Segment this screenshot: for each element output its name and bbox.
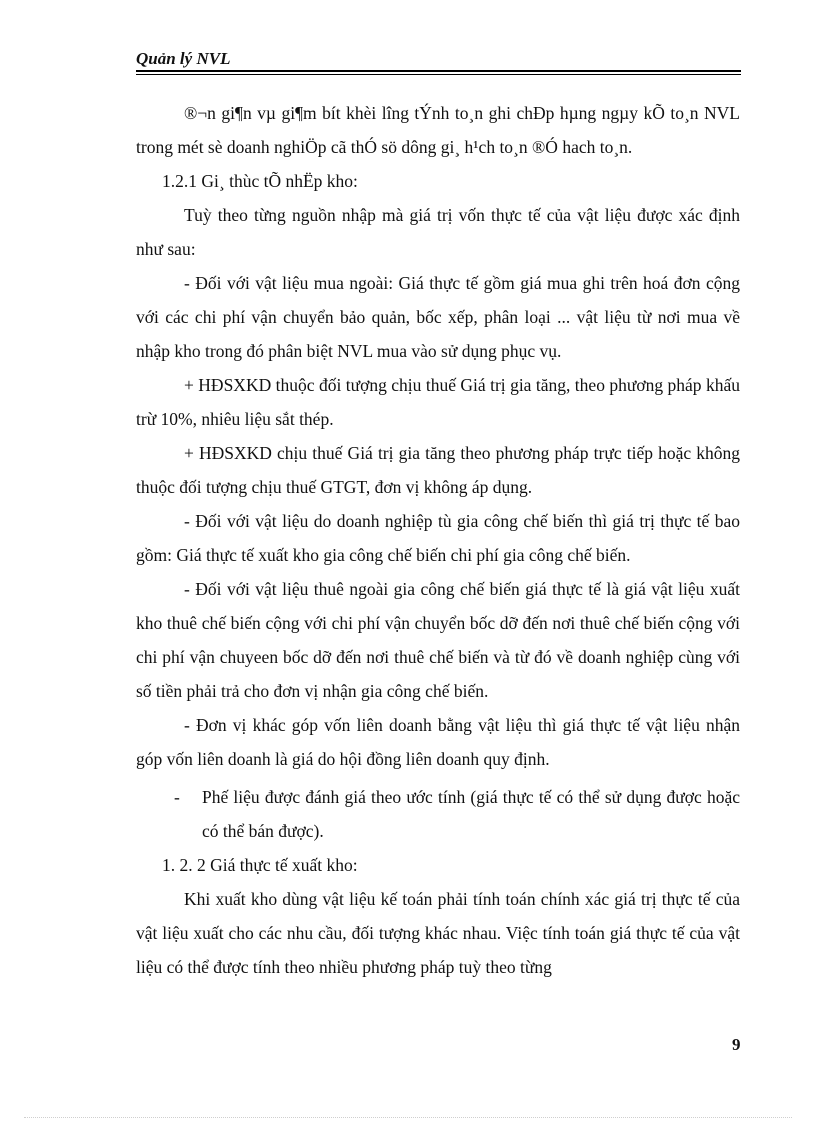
dash-bullet: - xyxy=(174,787,180,807)
paragraph-outsourced: - Đối với vật liệu thuê ngoài gia công chế biến giá thực tế là giá vật liệu xuất kho thuê chế biến cộng với chi phí vận chuyển bốc dỡ đến nơi thuê chế biến cộng với chi phí vận chuyeen bốc dỡ đến nơi thuê chế biến và từ đó về doanh nghiệp cùng với số tiền phải trả cho đơn vị nhận gia công chế biến. xyxy=(136,579,740,701)
paragraph-sources: Tuỳ theo từng nguồn nhập mà giá trị vốn thực tế của vật liệu được xác định như sau: xyxy=(136,205,740,259)
body-text xyxy=(136,96,740,984)
header-title: Quản lý NVL xyxy=(136,49,231,68)
paragraph-vat-deduction: + HĐSXKD thuộc đối tượng chịu thuế Giá trị gia tăng, theo phương pháp khấu trừ 10%, nhiêu liệu sắt thép. xyxy=(136,375,740,429)
paragraph-vat-direct: + HĐSXKD chịu thuế Giá trị gia tăng theo phương pháp trực tiếp hoặc không thuộc đối tượng chịu thuế GTGT, đơn vị không áp dụng. xyxy=(136,443,740,497)
page-number: 9 xyxy=(732,1035,741,1054)
paragraph-intro: ®¬n gi¶n vµ gi¶m bít khèi lîng tÝnh to¸n ghi chÐp hµng ngµy kÕ to¸n NVL trong mét sè doanh nghiÖp cã thÓ sö dông gi¸ h¹ch to¸n ®Ó hach to¸n. xyxy=(136,103,740,157)
scrap-text: Phế liệu được đánh giá theo ước tính (giá thực tế có thể sử dụng được hoặc có thể bán được). xyxy=(202,787,740,841)
paragraph-purchased: - Đối với vật liệu mua ngoài: Giá thực tế gồm giá mua ghi trên hoá đơn cộng với các chi phí vận chuyển bảo quản, bốc xếp, phân loại ... vật liệu từ nơi mua về nhập kho trong đó phân biệt NVL mua vào sử dụng phục vụ. xyxy=(136,273,740,361)
header-rule-thick xyxy=(136,70,741,72)
section-heading-1-2-1: 1.2.1 Gi¸ thùc tÕ nhËp kho: xyxy=(162,171,358,191)
section-heading-1-2-2: 1. 2. 2 Giá thực tế xuất kho: xyxy=(162,855,358,875)
paragraph-scrap xyxy=(136,780,740,848)
paragraph-issue: Khi xuất kho dùng vật liệu kế toán phải tính toán chính xác giá trị thực tế của vật liệu xuất cho các nhu cầu, đối tượng khác nhau. Việc tính toán giá thực tế của vật liệu có thể được tính theo nhiều phương pháp tuỳ theo từng xyxy=(136,889,740,977)
paragraph-joint-venture: - Đơn vị khác góp vốn liên doanh bằng vật liệu thì giá thực tế vật liệu nhận góp vốn liên doanh là giá do hội đồng liên doanh quy định. xyxy=(136,715,740,769)
footer-divider xyxy=(24,1117,792,1118)
paragraph-self-processed: - Đối với vật liệu do doanh nghiệp tù gia công chế biến thì giá trị thực tế bao gồm: Giá thực tế xuất kho gia công chế biến chi phí gia công chế biến. xyxy=(136,511,740,565)
header-rule-thin xyxy=(136,74,741,75)
